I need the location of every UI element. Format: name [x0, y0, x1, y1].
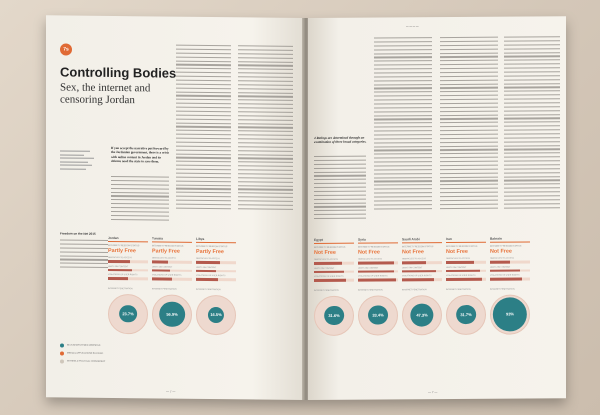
legend-swatch — [60, 351, 64, 355]
pull-quote: 4 Ratings are determined through an examination of three broad categories. — [314, 135, 367, 145]
metric-bar — [152, 269, 192, 272]
legend-label: BLOCKED/FILTERED WEBSITES — [67, 344, 101, 347]
right-page-footer: — 7 — — [428, 390, 438, 395]
metric-row — [490, 274, 530, 280]
country-grid-right — [314, 236, 534, 337]
penetration-caption: INTERNET PENETRATION — [402, 288, 427, 291]
section-logo: 7s — [60, 43, 72, 55]
metric-bar — [402, 278, 442, 281]
metric-bar-fill — [358, 278, 396, 281]
metric-bar-fill — [314, 279, 346, 282]
lede-continuation — [111, 176, 169, 223]
metric-label: OBSTACLES TO ACCESS — [196, 257, 220, 261]
left-page-footer: — 7 — — [166, 389, 176, 394]
legend-item — [60, 351, 130, 356]
penetration-caption: INTERNET PENETRATION — [196, 288, 221, 291]
metric-bar-fill — [490, 278, 522, 281]
country-name: Iran — [446, 237, 486, 243]
metric-bar-fill — [446, 261, 474, 264]
metric-bar — [196, 261, 236, 264]
metric-bar-fill — [108, 277, 128, 280]
metric-bar-fill — [402, 278, 434, 281]
penetration-value: 47.3% — [410, 303, 433, 326]
metric-row — [490, 266, 530, 272]
metric-bar — [108, 268, 148, 271]
status-caption: INTERNET FREEDOM STATUS — [446, 245, 478, 249]
status-caption: INTERNET FREEDOM STATUS — [108, 244, 140, 248]
penetration-bubble — [152, 292, 192, 336]
metric-label: LIMITS ON CONTENT — [490, 266, 511, 269]
article-lede: If you accept the narrative put forward by the Jordanian government, there is a crisis with online content in Jordan and its citizens need the state to save them. — [111, 145, 169, 164]
metric-bar — [358, 278, 398, 281]
freedom-status: Not Free — [446, 248, 468, 256]
freedom-status: Not Free — [402, 249, 424, 256]
metric-bar-fill — [402, 261, 426, 264]
freedom-status: Not Free — [314, 249, 336, 256]
left-page — [46, 15, 304, 400]
penetration-bubble — [358, 293, 398, 337]
penetration-value: 23.7% — [119, 305, 137, 323]
penetration-bubble — [196, 292, 236, 336]
body-column-3 — [374, 37, 432, 212]
country-name: Syria — [358, 237, 398, 243]
metric-bar-fill — [402, 270, 436, 273]
metric-row — [108, 257, 148, 263]
metric-row — [446, 266, 486, 272]
penetration-value: 31.6% — [324, 305, 344, 325]
country-name: Tunisia — [152, 236, 192, 242]
metric-label: VIOLATIONS OF USER RIGHTS — [490, 274, 520, 277]
metric-row — [152, 266, 192, 272]
country-name: Jordan — [108, 236, 148, 242]
freedom-status: Not Free — [490, 248, 512, 255]
metric-bar-fill — [446, 278, 482, 281]
penetration-value: 33.4% — [368, 305, 388, 325]
metric-label: OBSTACLES TO ACCESS — [490, 257, 514, 260]
metric-bar-fill — [490, 269, 520, 272]
metric-row — [358, 267, 398, 273]
metric-bar-fill — [358, 270, 394, 273]
country-column — [446, 237, 490, 337]
country-grid-left — [108, 236, 240, 337]
legend-swatch — [60, 343, 64, 347]
penetration-bubble — [314, 293, 354, 337]
metric-bar — [314, 262, 354, 265]
legend-label: MEDIA & APPLICATIONS BLOCKED — [67, 352, 104, 355]
metric-label: VIOLATIONS OF USER RIGHTS — [446, 274, 476, 278]
metric-row — [108, 265, 148, 271]
metric-label: OBSTACLES TO ACCESS — [314, 258, 338, 261]
sidebar-heading: Freedom on the Net 2015 — [60, 231, 96, 236]
metric-label: LIMITS ON CONTENT — [152, 265, 173, 269]
metric-label: OBSTACLES TO ACCESS — [402, 258, 426, 261]
metric-bar — [196, 278, 236, 281]
freedom-status: Partly Free — [152, 248, 180, 255]
metric-bar — [358, 270, 398, 273]
country-column — [196, 237, 240, 337]
freedom-status: Partly Free — [108, 247, 136, 255]
penetration-caption: INTERNET PENETRATION — [108, 287, 133, 290]
metric-bar — [152, 260, 192, 263]
metric-label: OBSTACLES TO ACCESS — [446, 257, 470, 261]
metric-bar-fill — [314, 262, 342, 265]
metric-row — [358, 275, 398, 281]
metric-row — [196, 275, 236, 281]
credits-block — [60, 150, 110, 172]
metric-bar — [446, 269, 486, 272]
pullquote-list — [314, 156, 366, 222]
body-column-5 — [504, 36, 560, 211]
country-column — [152, 236, 196, 336]
running-header: — — — — — [406, 25, 419, 29]
metric-bar-fill — [196, 278, 218, 281]
article-title: Controlling Bodies — [60, 64, 177, 81]
metric-label: OBSTACLES TO ACCESS — [358, 258, 382, 261]
metric-label: VIOLATIONS OF USER RIGHTS — [196, 274, 226, 278]
metric-row — [152, 257, 192, 263]
metric-row — [314, 259, 354, 265]
penetration-bubble — [402, 293, 442, 337]
metric-row — [490, 257, 530, 263]
metric-bar-fill — [108, 268, 132, 271]
metric-bar-fill — [314, 270, 344, 273]
metric-row — [402, 258, 442, 264]
metric-bar — [490, 277, 530, 280]
body-column-4 — [440, 37, 498, 212]
metric-bar — [490, 269, 530, 272]
metric-bar-fill — [196, 269, 216, 272]
metric-label: VIOLATIONS OF USER RIGHTS — [152, 274, 182, 277]
country-name: Egypt — [314, 238, 354, 244]
right-page — [308, 16, 566, 400]
metric-label: LIMITS ON CONTENT — [314, 267, 335, 270]
freedom-status: Partly Free — [196, 248, 224, 256]
penetration-value: 56.9% — [159, 301, 185, 327]
metric-row — [446, 258, 486, 264]
metric-label: VIOLATIONS OF USER RIGHTS — [402, 275, 432, 278]
metric-bar — [446, 278, 486, 281]
metric-bar — [490, 260, 530, 263]
body-column-1 — [176, 45, 231, 212]
metric-bar — [314, 279, 354, 282]
metric-bar — [446, 261, 486, 264]
metric-label: LIMITS ON CONTENT — [196, 266, 217, 269]
metric-label: OBSTACLES TO ACCESS — [108, 256, 132, 260]
metric-bar-fill — [108, 260, 130, 263]
penetration-value: 16.5% — [208, 306, 224, 322]
freedom-status: Not Free — [358, 249, 380, 256]
penetration-caption: INTERNET PENETRATION — [446, 288, 471, 291]
penetration-caption: INTERNET PENETRATION — [490, 288, 515, 291]
metric-row — [314, 276, 354, 282]
country-name: Libya — [196, 237, 236, 243]
country-name: Bahrain — [490, 236, 530, 242]
status-caption: INTERNET FREEDOM STATUS — [358, 246, 390, 249]
penetration-value: 31.7% — [456, 304, 476, 324]
metric-row — [152, 274, 192, 280]
metric-bar — [108, 260, 148, 263]
penetration-bubble — [446, 292, 486, 336]
metric-row — [358, 258, 398, 264]
metric-label: VIOLATIONS OF USER RIGHTS — [108, 273, 138, 277]
status-caption: INTERNET FREEDOM STATUS — [402, 246, 434, 249]
chart-legend — [60, 343, 130, 368]
metric-bar-fill — [152, 277, 172, 280]
metric-bar — [314, 270, 354, 273]
metric-row — [108, 274, 148, 280]
status-caption: INTERNET FREEDOM STATUS — [490, 245, 522, 248]
status-caption: INTERNET FREEDOM STATUS — [152, 245, 184, 248]
country-column — [490, 236, 534, 336]
metric-label: LIMITS ON CONTENT — [446, 266, 467, 269]
legend-item — [60, 359, 130, 364]
body-column-2 — [238, 45, 293, 212]
metric-bar — [402, 261, 442, 264]
legend-swatch — [60, 359, 64, 363]
metric-label: VIOLATIONS OF USER RIGHTS — [358, 275, 388, 278]
metric-bar-fill — [490, 261, 510, 264]
metric-bar-fill — [446, 269, 480, 272]
country-column — [314, 238, 358, 338]
metric-label: LIMITS ON CONTENT — [358, 267, 379, 270]
metric-bar — [152, 277, 192, 280]
metric-label: LIMITS ON CONTENT — [108, 265, 129, 268]
penetration-caption: INTERNET PENETRATION — [358, 288, 383, 292]
metric-label: VIOLATIONS OF USER RIGHTS — [314, 275, 344, 278]
country-column — [358, 237, 402, 337]
metric-row — [446, 275, 486, 281]
metric-bar — [196, 269, 236, 272]
metric-row — [402, 267, 442, 273]
open-magazine — [46, 18, 566, 400]
penetration-caption: INTERNET PENETRATION — [152, 287, 177, 291]
sidebar-text — [60, 239, 108, 271]
country-column — [108, 236, 152, 336]
status-caption: INTERNET FREEDOM STATUS — [196, 245, 228, 249]
metric-bar — [402, 270, 442, 273]
country-column — [402, 237, 446, 337]
metric-row — [314, 267, 354, 273]
metric-bar-fill — [152, 269, 170, 272]
metric-bar — [108, 277, 148, 280]
penetration-bubble — [108, 291, 148, 335]
penetration-bubble — [490, 292, 530, 336]
status-caption: INTERNET FREEDOM STATUS — [314, 246, 346, 249]
metric-label: LIMITS ON CONTENT — [402, 266, 423, 269]
metric-bar — [358, 261, 398, 264]
metric-row — [196, 266, 236, 272]
metric-bar-fill — [196, 261, 220, 264]
article-subtitle: Sex, the internet and censoring Jordan — [60, 81, 151, 107]
metric-bar-fill — [152, 260, 168, 263]
metric-label: OBSTACLES TO ACCESS — [152, 257, 176, 260]
legend-item — [60, 343, 130, 348]
metric-row — [196, 258, 236, 264]
country-name: Saudi Arabi — [402, 237, 442, 243]
legend-label: WITHHELD POLITICAL CENSORSHIP — [67, 360, 106, 363]
penetration-value: 93% — [493, 297, 527, 332]
metric-row — [402, 275, 442, 281]
penetration-caption: INTERNET PENETRATION — [314, 289, 339, 292]
metric-bar-fill — [358, 261, 394, 264]
